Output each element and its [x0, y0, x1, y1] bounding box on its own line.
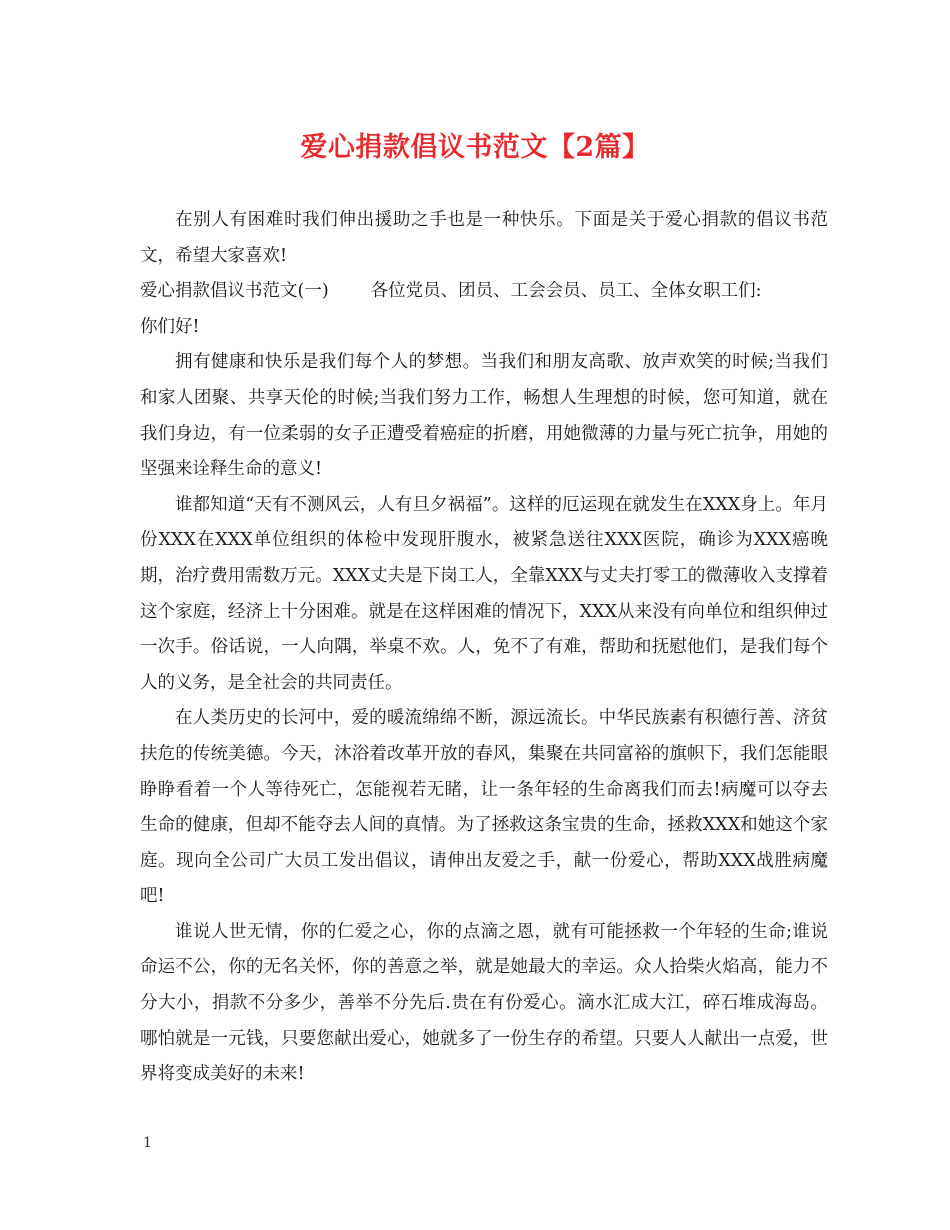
document-body — [140, 203, 828, 1093]
page-number: 1 — [143, 1135, 152, 1151]
salutation: 各位党员、团员、工会会员、员工、全体女职工们: — [370, 281, 762, 302]
body-paragraph: 拥有健康和快乐是我们每个人的梦想。当我们和朋友高歌、放声欢笑的时候;当我们和家人团聚、共享天伦的时候;当我们努力工作，畅想人生理想的时候，您可知道，就在我们身边，有一位柔弱的女子正遭受着癌症的折磨，用她微薄的力量与死亡抗争，用她的坚强来诠释生命的意义! — [140, 352, 828, 480]
body-paragraph: 谁都知道“天有不测风云，人有旦夕祸福”。这样的厄运现在就发生在XXX身上。年月份XXX在XXX单位组织的体检中发现肝腹水，被紧急送往XXX医院，确诊为XXX癌晚期，治疗费用需数万元。XXX丈夫是下岗工人，全靠XXX与丈夫打零工的微薄收入支撑着这个家庭，经济上十分困难。就是在这样困难的情况下，XXX从来没有向单位和组织伸过一次手。俗话说，一人向隅，举桌不欢。人，免不了有难，帮助和抚慰他们，是我们每个人的义务，是全社会的共同责任。 — [140, 494, 828, 693]
section-heading: 爱心捐款倡议书范文(一) — [140, 281, 329, 302]
greeting: 你们好! — [140, 316, 200, 337]
intro-paragraph: 在别人有困难时我们伸出援助之手也是一种快乐。下面是关于爱心捐款的倡议书范文，希望大家喜欢! — [140, 210, 828, 266]
body-paragraph: 谁说人世无情，你的仁爱之心，你的点滴之恩，就有可能拯救一个年轻的生命;谁说命运不公，你的无名关怀，你的善意之举，就是她最大的幸运。众人拾柴火焰高，能力不分大小，捐款不分多少，善举不分先后.贵在有份爱心。滴水汇成大江，碎石堆成海岛。哪怕就是一元钱，只要您献出爱心，她就多了一份生存的希望。只要人人献出一点爱，世界将变成美好的未来! — [140, 921, 828, 1085]
section-heading-line — [140, 274, 828, 310]
document-title: 爱心捐款倡议书范文【2篇】 — [300, 132, 650, 163]
body-paragraph: 在人类历史的长河中，爱的暖流绵绵不断，源远流长。中华民族素有积德行善、济贫扶危的传统美德。今天，沐浴着改革开放的春风，集聚在共同富裕的旗帜下，我们怎能眼睁睁看着一个人等待死亡，怎能视若无睹，让一条年轻的生命离我们而去!病魔可以夺去生命的健康，但却不能夺去人间的真情。为了拯救这条宝贵的生命，拯救XXX和她这个家庭。现向全公司广大员工发出倡议，请伸出友爱之手，献一份爱心，帮助XXX战胜病魔吧! — [140, 708, 828, 907]
